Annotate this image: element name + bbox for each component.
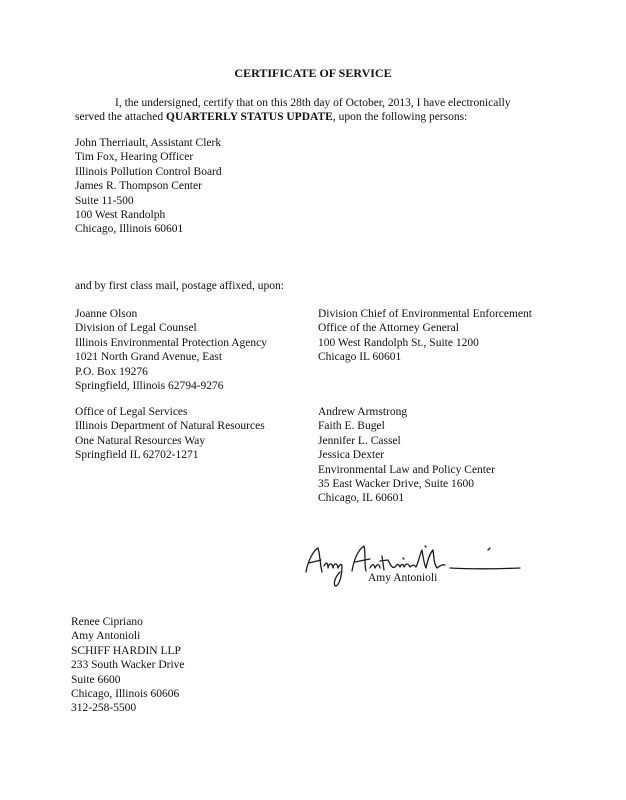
intro-line-2 xyxy=(75,110,555,124)
address-line: Jennifer L. Cassel xyxy=(318,434,401,447)
address-line: 1021 North Grand Avenue, East xyxy=(75,351,223,364)
address-line: James R. Thompson Center xyxy=(75,180,202,193)
recipient-block-elpc xyxy=(318,405,495,506)
address-line: Springfield IL 62702-1271 xyxy=(75,449,199,462)
address-line: Joanne Olson xyxy=(75,308,138,320)
address-line: Renee Cipriano xyxy=(71,616,143,628)
signature-printed-name: Amy Antonioli xyxy=(368,572,438,584)
address-line: P.O. Box 19276 xyxy=(75,365,148,378)
intro-line-1: I, the undersigned, certify that on this 28th day of October, 2013, I have electronically xyxy=(115,97,511,109)
intro-line-2-start: served the attached xyxy=(75,111,166,124)
address-line: One Natural Resources Way xyxy=(75,434,206,447)
recipient-block-attorney-general xyxy=(318,307,532,365)
mail-intro: and by first class mail, postage affixed, upon: xyxy=(75,280,284,292)
address-line: Faith E. Bugel xyxy=(318,420,385,433)
address-line: Jessica Dexter xyxy=(318,449,385,462)
address-line: Chicago, IL 60601 xyxy=(318,492,405,505)
address-line: 100 West Randolph xyxy=(75,209,166,222)
address-line: Springfield, Illinois 62794-9276 xyxy=(75,380,224,393)
address-line: Division of Legal Counsel xyxy=(75,322,197,335)
address-line: Illinois Pollution Control Board xyxy=(75,165,222,178)
address-line: Chicago, Illinois 60606 xyxy=(71,688,180,701)
page-title: CERTIFICATE OF SERVICE xyxy=(234,66,392,80)
document-name: QUARTERLY STATUS UPDATE xyxy=(166,111,333,124)
address-line: Office of the Attorney General xyxy=(318,322,459,335)
address-line: Illinois Department of Natural Resources xyxy=(75,420,265,433)
address-line: 100 West Randolph St., Suite 1200 xyxy=(318,336,479,349)
address-line: Suite 6600 xyxy=(71,673,121,686)
clerk-address-block xyxy=(75,136,222,237)
intro-line-2-end: , upon the following persons: xyxy=(332,111,468,124)
address-line: Illinois Environmental Protection Agency xyxy=(75,336,267,349)
address-line: 35 East Wacker Drive, Suite 1600 xyxy=(318,478,474,491)
address-line: Chicago IL 60601 xyxy=(318,351,402,364)
address-line: Office of Legal Services xyxy=(75,406,188,418)
recipient-block-epa xyxy=(75,307,267,393)
address-line: SCHIFF HARDIN LLP xyxy=(71,644,181,657)
address-line: Andrew Armstrong xyxy=(318,406,408,418)
address-line: Suite 11-500 xyxy=(75,194,134,207)
address-line: 312-258-5500 xyxy=(71,702,137,715)
recipient-block-natural-resources xyxy=(75,405,265,463)
intro-paragraph xyxy=(75,96,555,125)
address-line: Tim Fox, Hearing Officer xyxy=(75,151,194,164)
address-line: John Therriault, Assistant Clerk xyxy=(75,137,222,149)
firm-address-block xyxy=(71,615,185,716)
address-line: Chicago, Illinois 60601 xyxy=(75,223,184,236)
address-line: Division Chief of Environmental Enforcement xyxy=(318,308,532,320)
address-line: Environmental Law and Policy Center xyxy=(318,463,495,476)
address-line: Amy Antonioli xyxy=(71,630,141,643)
address-line: 233 South Wacker Drive xyxy=(71,659,185,672)
